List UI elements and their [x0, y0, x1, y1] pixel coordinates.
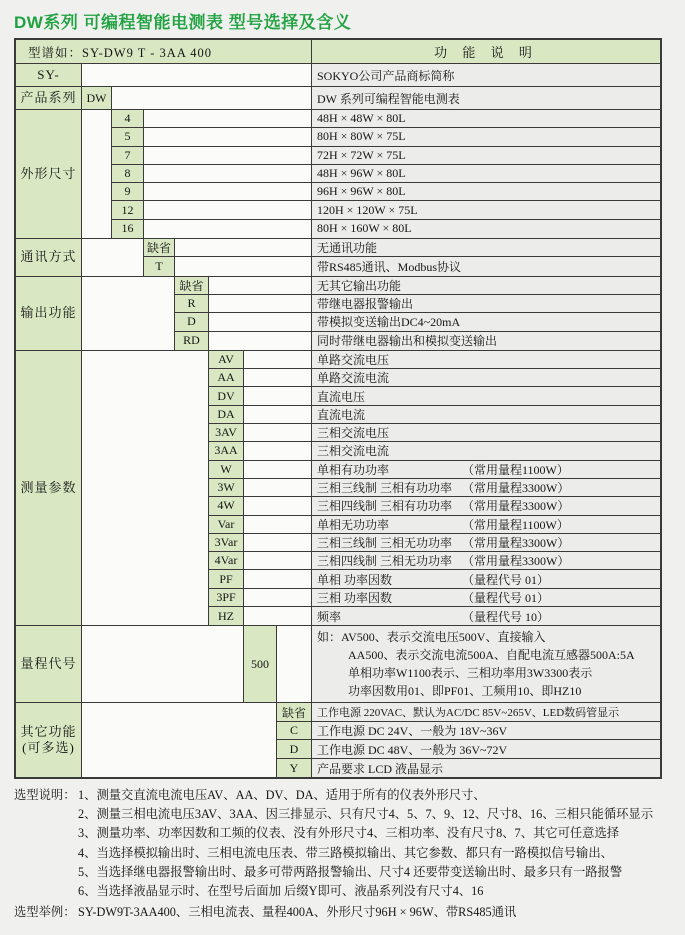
note-line: [14, 786, 682, 805]
example-label: 选型举例：: [14, 905, 76, 920]
empty-cell: [82, 626, 244, 702]
note-text: 6、当选择液晶显示时、在型号后面加 后缀Y即可、液晶系列没有尺寸4、16: [78, 884, 484, 899]
empty-cell: [82, 110, 112, 238]
section-series: [16, 87, 660, 110]
section-label-size: 外形尺寸: [16, 110, 82, 238]
range-note: （常用量程3300W）: [462, 499, 570, 514]
desc-cell: 如：AV500、表示交流电压500V、直接输入 AA500、表示交流电流500A、自配电流互感器500A:5A 单相功率W1100表示、三相功率用3W3300表示 功率因数用01、即PF01、工频用10、即HZ10: [312, 626, 660, 702]
example-text: SY-DW9T-3AA400、三相电流表、量程400A、外形尺寸96H × 96W、带RS485通讯: [78, 905, 517, 920]
empty-cell: [82, 64, 312, 86]
empty-cell: [82, 351, 209, 625]
desc-cell: 直流电压: [312, 387, 660, 404]
empty-cell: [112, 87, 312, 109]
section-label-measure: 测量参数: [16, 351, 82, 625]
code-cell: DA: [209, 406, 244, 423]
code-cell: 3AV: [209, 424, 244, 441]
section-label-series: 产品系列: [16, 87, 82, 109]
empty-cell: [244, 497, 312, 514]
range-note: （常用量程3300W）: [462, 554, 570, 569]
empty-cell: [144, 165, 312, 182]
table-header-row: [16, 40, 660, 64]
desc-cell: 80H × 160W × 80L: [312, 220, 660, 238]
model-selection-table: [14, 38, 662, 779]
code-cell: 8: [112, 165, 144, 182]
code-cell: 3Var: [209, 534, 244, 551]
code-cell: AA: [209, 369, 244, 386]
table-row: [112, 165, 660, 183]
table-row: [175, 332, 660, 350]
code-cell: D: [175, 313, 209, 330]
range-note: （常用量程3300W）: [462, 481, 570, 496]
desc-cell: 产品要求 LCD 液晶显示: [312, 759, 660, 778]
empty-cell: [244, 406, 312, 423]
table-row: [209, 351, 660, 369]
section-label-range: 量程代号: [16, 626, 82, 702]
code-cell: 500: [244, 626, 277, 702]
code-cell: 4W: [209, 497, 244, 514]
desc-cell: 48H × 96W × 80L: [312, 165, 660, 182]
empty-cell: [244, 479, 312, 496]
desc-cell: 直流电流: [312, 406, 660, 423]
empty-cell: [209, 332, 312, 350]
note-text: 5、当选择继电器报警输出时、最多可带两路报警输出、尺寸4 还要带变送输出时、最多只有一路报警: [78, 864, 623, 879]
empty-cell: [175, 239, 312, 256]
table-row: [277, 722, 660, 741]
code-cell: RD: [175, 332, 209, 350]
range-note: （量程代号 01）: [462, 572, 550, 587]
note-text: 2、测量三相电流电压3AV、3AA、因三排显示、只有尺寸4、5、7、9、12、尺寸8、16、三相只能循环显示: [78, 807, 654, 822]
code-cell: Var: [209, 516, 244, 533]
table-row: [277, 703, 660, 722]
code-cell: 12: [112, 201, 144, 218]
code-cell: R: [175, 295, 209, 312]
empty-cell: [244, 516, 312, 533]
code-cell: 缺省: [277, 703, 312, 721]
empty-cell: [244, 351, 312, 368]
desc-cell: 带模拟变送输出DC4~20mA: [312, 313, 660, 330]
desc-cell: 单相 功率因数 （量程代号 01）: [312, 570, 660, 587]
empty-cell: [144, 183, 312, 200]
code-cell: AV: [209, 351, 244, 368]
desc-cell: 三相三线制 三相无功功率 （常用量程3300W）: [312, 534, 660, 551]
desc-cell: 无其它输出功能: [312, 277, 660, 294]
empty-cell: [244, 534, 312, 551]
empty-cell: [244, 369, 312, 386]
range-note: （常用量程3300W）: [462, 535, 570, 550]
table-row: [175, 295, 660, 313]
code-cell: DV: [209, 387, 244, 404]
empty-cell: [244, 424, 312, 441]
table-row: [209, 607, 660, 625]
table-row: [277, 759, 660, 778]
section-brand: [16, 64, 660, 87]
desc-cell: 48H × 48W × 80L: [312, 110, 660, 127]
empty-cell: [82, 703, 277, 777]
table-row: [209, 442, 660, 460]
code-cell: Y: [277, 759, 312, 778]
table-row: [277, 740, 660, 759]
note-text: 3、测量功率、功率因数和工频的仪表、没有外形尺寸4、三相功率、没有尺寸8、7、其它可任意选择: [78, 826, 620, 841]
table-row: [209, 479, 660, 497]
code-cell: DW: [82, 87, 112, 109]
section-other: [16, 703, 660, 777]
desc-cell: 三相四线制 三相无功功率 （常用量程3300W）: [312, 552, 660, 569]
code-cell: 16: [112, 220, 144, 238]
desc-cell: 单相无功功率 （常用量程1100W）: [312, 516, 660, 533]
note-text: 1、测量交直流电流电压AV、AA、DV、DA、适用于所有的仪表外形尺寸、: [78, 788, 486, 802]
empty-cell: [209, 313, 312, 330]
table-row: [82, 87, 660, 109]
empty-cell: [175, 257, 312, 275]
table-row: [144, 239, 660, 257]
table-row: [209, 424, 660, 442]
empty-cell: [244, 552, 312, 569]
desc-cell: 单相有功功率 （常用量程1100W）: [312, 461, 660, 478]
section-measure: [16, 351, 660, 626]
desc-cell: 三相四线制 三相有功功率 （常用量程3300W）: [312, 497, 660, 514]
note-line: [14, 824, 682, 843]
section-comm: [16, 239, 660, 277]
code-cell: D: [277, 740, 312, 758]
code-cell: HZ: [209, 607, 244, 625]
code-cell: 7: [112, 147, 144, 164]
code-cell: 缺省: [144, 239, 175, 256]
model-spec-header: 型谱如：SY-DW9 T - 3AA 400: [16, 40, 312, 63]
note-line: [14, 805, 682, 824]
desc-cell: 工作电源 220VAC、默认为AC/DC 85V~265V、LED数码管显示: [312, 703, 660, 721]
empty-cell: [244, 461, 312, 478]
empty-cell: [244, 589, 312, 606]
section-label-comm: 通讯方式: [16, 239, 82, 276]
empty-cell: [144, 201, 312, 218]
empty-cell: [144, 147, 312, 164]
desc-cell: 80H × 80W × 75L: [312, 128, 660, 145]
code-cell: 4: [112, 110, 144, 127]
table-row: [209, 534, 660, 552]
table-row: [209, 406, 660, 424]
section-label-output: 输出功能: [16, 277, 82, 350]
table-row: [209, 570, 660, 588]
empty-cell: [144, 128, 312, 145]
section-label-sy: SY-: [16, 64, 82, 86]
desc-cell: 单路交流电压: [312, 351, 660, 368]
range-note: （常用量程1100W）: [462, 462, 569, 477]
code-cell: 3PF: [209, 589, 244, 606]
table-row: [112, 110, 660, 128]
desc-cell: 带RS485通讯、Modbus协议: [312, 257, 660, 275]
empty-cell: [209, 277, 312, 294]
section-output: [16, 277, 660, 351]
desc-cell: 单路交流电流: [312, 369, 660, 386]
empty-cell: [244, 387, 312, 404]
table-row: [312, 64, 660, 86]
example-line: [14, 903, 682, 922]
code-cell: 3AA: [209, 442, 244, 459]
empty-cell: [244, 442, 312, 459]
code-cell: 4Var: [209, 552, 244, 569]
table-row: [209, 461, 660, 479]
desc-cell: 三相 功率因数 （量程代号 01）: [312, 589, 660, 606]
desc-cell: 频率 （量程代号 10）: [312, 607, 660, 625]
table-row: [244, 626, 660, 702]
table-row: [144, 257, 660, 275]
section-range: [16, 626, 660, 703]
range-note: （常用量程1100W）: [462, 517, 569, 532]
desc-cell: 带继电器报警输出: [312, 295, 660, 312]
page-title: DW系列 可编程智能电测表 型号选择及含义: [14, 13, 352, 32]
desc-cell: 无通讯功能: [312, 239, 660, 256]
empty-cell: [144, 220, 312, 238]
desc-cell: 96H × 96W × 80L: [312, 183, 660, 200]
code-cell: 缺省: [175, 277, 209, 294]
table-row: [112, 183, 660, 201]
code-cell: 5: [112, 128, 144, 145]
desc-cell: 三相交流电流: [312, 442, 660, 459]
note-line: [14, 882, 682, 901]
note-line: [14, 863, 682, 882]
empty-cell: [82, 239, 144, 276]
table-row: [112, 128, 660, 146]
section-size: [16, 110, 660, 239]
code-cell: T: [144, 257, 175, 275]
table-row: [209, 369, 660, 387]
range-note: （量程代号 10）: [462, 609, 550, 624]
code-cell: 3W: [209, 479, 244, 496]
table-row: [209, 497, 660, 515]
desc-cell: DW 系列可编程智能电测表: [312, 87, 660, 109]
range-note: （量程代号 01）: [462, 590, 550, 605]
code-cell: C: [277, 722, 312, 740]
empty-cell: [144, 110, 312, 127]
note-text: 4、当选择模拟输出时、三相电流电压表、带三路模拟输出、其它参数、都只有一路模拟信号输出、: [78, 845, 613, 860]
desc-cell: 120H × 120W × 75L: [312, 201, 660, 218]
table-row: [175, 313, 660, 331]
empty-cell: [244, 607, 312, 625]
desc-cell: 72H × 72W × 75L: [312, 147, 660, 164]
notes-label: 选型说明：: [14, 788, 76, 802]
note-line: [14, 844, 682, 863]
table-row: [112, 147, 660, 165]
table-row: [209, 589, 660, 607]
table-row: [209, 552, 660, 570]
empty-cell: [244, 570, 312, 587]
empty-cell: [209, 295, 312, 312]
code-cell: 9: [112, 183, 144, 200]
footer-notes: [14, 786, 682, 922]
empty-cell: [277, 626, 312, 702]
code-cell: W: [209, 461, 244, 478]
desc-cell: 三相三线制 三相有功功率 （常用量程3300W）: [312, 479, 660, 496]
table-row: [175, 277, 660, 295]
table-row: [112, 201, 660, 219]
function-desc-header: 功 能 说 明: [312, 40, 660, 63]
table-row: [209, 387, 660, 405]
table-row: [209, 516, 660, 534]
desc-cell: 工作电源 DC 24V、一般为 18V~36V: [312, 722, 660, 740]
desc-cell: 三相交流电压: [312, 424, 660, 441]
desc-cell: 工作电源 DC 48V、一般为 36V~72V: [312, 740, 660, 758]
desc-cell: 同时带继电器输出和模拟变送输出: [312, 332, 660, 350]
section-label-other: 其它功能 (可多选): [16, 703, 82, 777]
desc-cell: SOKYO公司产品商标简称: [312, 64, 660, 86]
table-row: [112, 220, 660, 238]
code-cell: PF: [209, 570, 244, 587]
empty-cell: [82, 277, 175, 350]
